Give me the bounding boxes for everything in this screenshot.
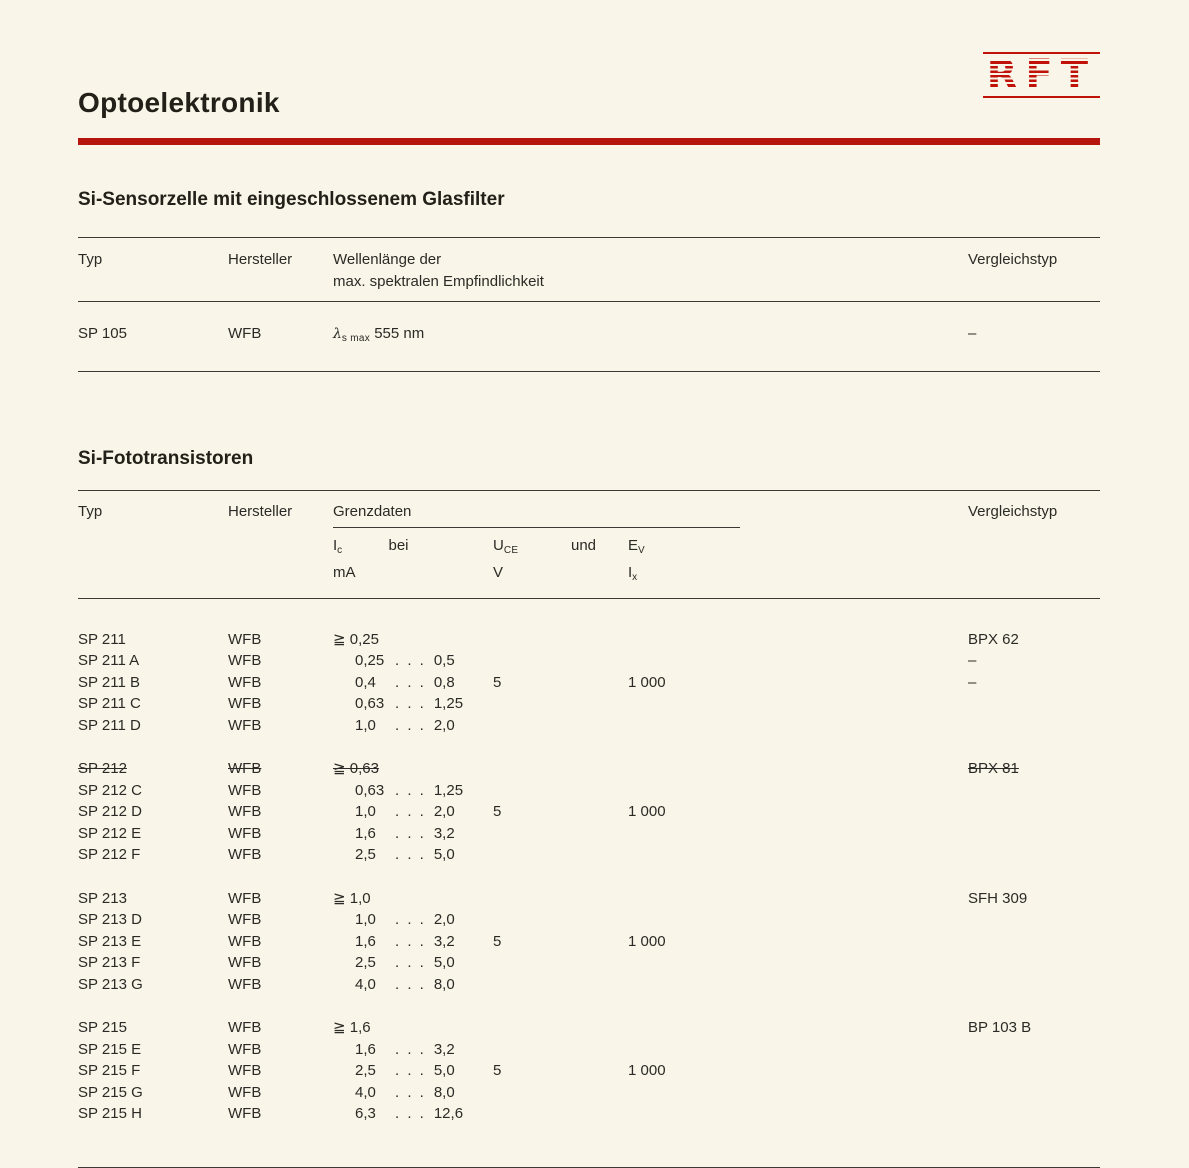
cell-hersteller: WFB — [228, 954, 262, 971]
cell-ev: 1 000 — [628, 932, 666, 950]
cell-wellenlaenge — [333, 325, 968, 344]
range-dots: . . . — [395, 1040, 426, 1058]
cell-hersteller: WFB — [228, 932, 262, 950]
ic-min: 4,0 — [355, 975, 376, 993]
ic-max: 5,0 — [433, 954, 455, 971]
cell-hersteller: WFB — [228, 760, 262, 777]
cell-ic — [333, 715, 493, 737]
cell-uce — [493, 974, 571, 996]
table-row — [78, 801, 1100, 823]
table2-body — [78, 629, 1100, 1125]
cell-uce: 5 — [493, 673, 502, 691]
ev-subscript: V — [638, 544, 645, 556]
cell-uce — [493, 1017, 571, 1039]
cell-uce — [493, 650, 571, 672]
table2-subheader-row2 — [78, 562, 1100, 589]
cell-ev — [628, 629, 788, 651]
cell-filler — [788, 1060, 968, 1082]
table2-subheader-row1 — [78, 528, 1100, 562]
cell-uce — [493, 823, 571, 845]
cell-uce — [493, 888, 571, 910]
cell-ic — [333, 693, 493, 715]
cell-vergleichstyp — [968, 693, 1100, 715]
ic-max: 5,0 — [433, 846, 455, 863]
col-header-grenzdaten: Grenzdaten — [333, 502, 412, 520]
table-row — [78, 844, 1100, 866]
table-row — [78, 909, 1100, 931]
table-row — [78, 758, 1100, 780]
table-row — [78, 629, 1100, 651]
cell-ev — [628, 1017, 788, 1039]
cell-ev — [628, 758, 788, 780]
ic-symbol: I — [333, 536, 338, 554]
uce-subscript: CE — [503, 544, 519, 556]
cell-typ: SP 211 C — [78, 695, 141, 712]
rft-logo: RFT — [983, 52, 1100, 98]
cell-ic — [333, 1060, 493, 1082]
cell-uce — [493, 1082, 571, 1104]
cell-uce — [493, 780, 571, 802]
cell-filler — [788, 974, 968, 996]
cell-ev — [628, 974, 788, 996]
cell-filler — [788, 715, 968, 737]
ic-max: 3,2 — [433, 1040, 455, 1058]
range-dots: . . . — [395, 716, 426, 734]
cell-filler — [788, 823, 968, 845]
cell-vergleichstyp — [968, 1103, 1100, 1125]
cell-und-spacer — [571, 823, 628, 845]
cell-filler — [788, 801, 968, 823]
cell-ev — [628, 823, 788, 845]
cell-und-spacer — [571, 1060, 628, 1082]
cell-ev: 1 000 — [628, 1062, 666, 1079]
subheader-ix — [628, 562, 788, 589]
ic-max: 1,25 — [433, 781, 464, 799]
ic-min: 0,63 — [355, 695, 385, 712]
cell-ic — [333, 1039, 493, 1061]
col-header-typ: Typ — [78, 502, 103, 520]
table-row — [78, 672, 1100, 694]
cell-ic — [333, 1103, 493, 1125]
subheader-spacer — [571, 562, 628, 589]
cell-vergleichstyp — [968, 801, 1100, 823]
cell-vergleichstyp: – — [968, 652, 977, 669]
cell-und-spacer — [571, 888, 628, 910]
cell-filler — [788, 1082, 968, 1104]
table-row — [78, 650, 1100, 672]
table-row — [78, 1082, 1100, 1104]
ix-subscript: x — [632, 571, 638, 583]
cell-vergleichstyp — [968, 952, 1100, 974]
ic-min: 2,5 — [355, 1062, 376, 1079]
cell-typ: SP 213 — [78, 889, 127, 907]
cell-hersteller: WFB — [228, 652, 262, 669]
cell-vergleichstyp — [968, 844, 1100, 866]
ic-min: 1,6 — [355, 824, 376, 842]
cell-hersteller: WFB — [228, 781, 262, 799]
cell-vergleichstyp — [968, 931, 1100, 953]
cell-ev — [628, 1082, 788, 1104]
cell-uce — [493, 952, 571, 974]
cell-hersteller: WFB — [228, 846, 262, 863]
cell-typ: SP 215 — [78, 1019, 127, 1036]
table-row — [78, 302, 1100, 371]
cell-uce — [493, 693, 571, 715]
cell-uce — [493, 715, 571, 737]
v-unit: V — [493, 563, 504, 581]
cell-filler — [788, 1017, 968, 1039]
ic-min: 2,5 — [355, 846, 376, 863]
cell-und-spacer — [571, 715, 628, 737]
cell-vergleichstyp — [968, 909, 1100, 931]
table-row — [78, 715, 1100, 737]
cell-hersteller: WFB — [228, 1019, 262, 1036]
range-dots: . . . — [395, 1062, 426, 1079]
table2-header-rule — [78, 598, 1100, 599]
range-dots: . . . — [395, 695, 426, 712]
cell-ev — [628, 693, 788, 715]
table1-header-row — [78, 238, 1100, 293]
und-label: und — [571, 536, 597, 554]
range-dots: . . . — [395, 652, 426, 669]
ic-min: 0,4 — [355, 673, 376, 691]
subheader-spacer — [968, 562, 1100, 589]
cell-ev: 1 000 — [628, 803, 666, 820]
subheader-spacer — [228, 562, 333, 589]
subheader-spacer — [788, 562, 968, 589]
table-row — [78, 1103, 1100, 1125]
cell-und-spacer — [571, 931, 628, 953]
cell-vergleichstyp: SFH 309 — [968, 889, 1028, 907]
cell-ic — [333, 952, 493, 974]
cell-filler — [788, 650, 968, 672]
cell-hersteller: WFB — [228, 1083, 262, 1101]
range-dots: . . . — [395, 803, 426, 820]
table-row — [78, 974, 1100, 996]
cell-ev: 1 000 — [628, 673, 666, 691]
cell-vergleichstyp: BPX 81 — [968, 760, 1019, 777]
cell-typ: SP 212 — [78, 760, 127, 777]
cell-filler — [788, 931, 968, 953]
ic-min: 4,0 — [355, 1083, 376, 1101]
table1-bottom-rule — [78, 371, 1100, 372]
cell-uce — [493, 1103, 571, 1125]
ic-max: 3,2 — [433, 932, 455, 950]
subheader-spacer — [228, 535, 333, 562]
section2-heading: Si-Fototransistoren — [78, 447, 254, 469]
cell-ic — [333, 801, 493, 823]
cell-und-spacer — [571, 952, 628, 974]
cell-und-spacer — [571, 1017, 628, 1039]
range-dots: . . . — [395, 781, 426, 799]
cell-typ: SP 215 H — [78, 1105, 142, 1122]
table-row — [78, 931, 1100, 953]
row-group — [78, 888, 1100, 996]
cell-vergleichstyp: BPX 62 — [968, 630, 1019, 648]
cell-uce — [493, 1039, 571, 1061]
cell-uce: 5 — [493, 932, 502, 950]
cell-vergleichstyp — [968, 715, 1100, 737]
ic-max: 2,0 — [433, 911, 455, 928]
col-header-typ: Typ — [78, 250, 103, 268]
ic-min: 6,3 — [355, 1105, 376, 1122]
cell-typ: SP 211 — [78, 630, 126, 648]
cell-filler — [788, 909, 968, 931]
section1-heading: Si-Sensorzelle mit eingeschlossenem Glasfilter — [78, 188, 505, 210]
cell-ic: ≧ 0,25 — [333, 630, 379, 648]
cell-hersteller: WFB — [228, 975, 262, 993]
ic-max: 2,0 — [433, 716, 455, 734]
ic-min: 0,63 — [355, 781, 385, 799]
range-dots: . . . — [395, 975, 426, 993]
cell-und-spacer — [571, 758, 628, 780]
cell-ic — [333, 823, 493, 845]
cell-filler — [788, 629, 968, 651]
cell-und-spacer — [571, 844, 628, 866]
cell-und-spacer — [571, 801, 628, 823]
cell-typ: SP 105 — [78, 324, 127, 342]
cell-ev — [628, 952, 788, 974]
red-divider-bar — [78, 138, 1100, 145]
ic-min: 2,5 — [355, 954, 376, 971]
cell-vergleichstyp: – — [968, 324, 977, 342]
cell-typ: SP 213 E — [78, 932, 142, 950]
range-dots: . . . — [395, 824, 426, 842]
cell-ic — [333, 909, 493, 931]
cell-filler — [788, 952, 968, 974]
table-row — [78, 888, 1100, 910]
cell-uce: 5 — [493, 1062, 502, 1079]
subheader-spacer — [78, 535, 228, 562]
cell-vergleichstyp — [968, 1082, 1100, 1104]
col-header-vergleichstyp: Vergleichstyp — [968, 502, 1058, 520]
ma-unit: mA — [333, 563, 356, 581]
table-row — [78, 952, 1100, 974]
header-spacer — [893, 502, 968, 522]
col-header-hersteller: Hersteller — [228, 250, 293, 268]
ic-min: 1,0 — [355, 716, 376, 734]
cell-filler — [788, 1103, 968, 1125]
cell-typ: SP 212 D — [78, 803, 142, 820]
table-row — [78, 1060, 1100, 1082]
cell-ic — [333, 650, 493, 672]
cell-hersteller: WFB — [228, 1040, 262, 1058]
cell-und-spacer — [571, 650, 628, 672]
cell-vergleichstyp — [968, 823, 1100, 845]
table2-header-row — [78, 491, 1100, 522]
ic-min: 1,6 — [355, 1040, 376, 1058]
ix-symbol: I — [628, 563, 633, 581]
cell-hersteller: WFB — [228, 324, 262, 342]
cell-typ: SP 211 A — [78, 652, 140, 669]
cell-ev — [628, 650, 788, 672]
range-dots: . . . — [395, 911, 426, 928]
ic-max: 1,25 — [433, 695, 464, 712]
cell-typ: SP 211 B — [78, 673, 140, 691]
cell-und-spacer — [571, 1082, 628, 1104]
cell-hersteller: WFB — [228, 911, 262, 928]
cell-filler — [788, 672, 968, 694]
table-row — [78, 1017, 1100, 1039]
cell-vergleichstyp: – — [968, 673, 977, 691]
cell-vergleichstyp — [968, 1060, 1100, 1082]
cell-und-spacer — [571, 672, 628, 694]
cell-typ: SP 211 D — [78, 716, 141, 734]
cell-ic — [333, 780, 493, 802]
range-dots: . . . — [395, 846, 426, 863]
col-header-vergleichstyp: Vergleichstyp — [968, 250, 1058, 268]
cell-hersteller: WFB — [228, 803, 262, 820]
cell-filler — [788, 758, 968, 780]
table-row — [78, 823, 1100, 845]
ic-max: 5,0 — [433, 1062, 455, 1079]
cell-hersteller: WFB — [228, 1105, 262, 1122]
cell-ic: ≧ 0,63 — [333, 760, 379, 777]
cell-filler — [788, 888, 968, 910]
lambda-subscript: s max — [341, 332, 371, 344]
cell-ev — [628, 1039, 788, 1061]
cell-typ: SP 212 F — [78, 846, 141, 863]
wellenlaenge-line1: Wellenlänge der — [333, 250, 442, 268]
cell-typ: SP 212 E — [78, 824, 142, 842]
table-row — [78, 780, 1100, 802]
cell-ic — [333, 672, 493, 694]
ic-min: 0,25 — [355, 652, 385, 669]
cell-typ: SP 212 C — [78, 781, 142, 799]
cell-ic: ≧ 1,6 — [333, 1019, 371, 1036]
cell-uce — [493, 758, 571, 780]
cell-ic — [333, 1082, 493, 1104]
ic-max: 8,0 — [433, 975, 455, 993]
cell-und-spacer — [571, 1039, 628, 1061]
ic-max: 0,5 — [433, 652, 455, 669]
page-title: Optoelektronik — [78, 86, 280, 118]
cell-typ: SP 215 F — [78, 1062, 141, 1079]
cell-ev — [628, 1103, 788, 1125]
subheader-spacer — [788, 535, 968, 562]
subheader-uce — [493, 535, 571, 562]
cell-ev — [628, 909, 788, 931]
page-bottom-rule — [78, 1167, 1100, 1168]
ic-max: 8,0 — [433, 1083, 455, 1101]
ic-max: 0,8 — [433, 673, 455, 691]
cell-hersteller: WFB — [228, 716, 262, 734]
cell-uce — [493, 909, 571, 931]
cell-typ: SP 213 G — [78, 975, 143, 993]
cell-ic — [333, 931, 493, 953]
cell-ev — [628, 888, 788, 910]
cell-und-spacer — [571, 909, 628, 931]
cell-hersteller: WFB — [228, 695, 262, 712]
ic-subscript: c — [337, 544, 343, 556]
cell-und-spacer — [571, 629, 628, 651]
cell-ic — [333, 844, 493, 866]
cell-vergleichstyp — [968, 1039, 1100, 1061]
cell-und-spacer — [571, 780, 628, 802]
range-dots: . . . — [395, 673, 426, 691]
row-group — [78, 758, 1100, 866]
cell-typ: SP 215 G — [78, 1083, 143, 1101]
subheader-ic-bei — [333, 535, 493, 562]
cell-filler — [788, 693, 968, 715]
col-header-hersteller: Hersteller — [228, 502, 293, 520]
cell-und-spacer — [571, 693, 628, 715]
lambda-symbol: λ — [333, 325, 342, 342]
cell-ic — [333, 974, 493, 996]
wellenlaenge-value: 555 nm — [374, 324, 425, 342]
ic-max: 2,0 — [433, 803, 455, 820]
cell-filler — [788, 844, 968, 866]
range-dots: . . . — [395, 932, 426, 950]
ic-min: 1,0 — [355, 803, 376, 820]
cell-filler — [788, 1039, 968, 1061]
cell-hersteller: WFB — [228, 889, 262, 907]
table-row — [78, 693, 1100, 715]
cell-ev — [628, 715, 788, 737]
cell-und-spacer — [571, 974, 628, 996]
cell-hersteller: WFB — [228, 824, 262, 842]
cell-typ: SP 215 E — [78, 1040, 142, 1058]
cell-ev — [628, 844, 788, 866]
range-dots: . . . — [395, 1083, 426, 1101]
table-row — [78, 1039, 1100, 1061]
row-group — [78, 1017, 1100, 1125]
cell-hersteller: WFB — [228, 1062, 262, 1079]
cell-und-spacer — [571, 1103, 628, 1125]
cell-typ: SP 213 D — [78, 911, 142, 928]
cell-uce — [493, 844, 571, 866]
cell-ev — [628, 780, 788, 802]
bei-label: bei — [388, 536, 409, 554]
cell-hersteller: WFB — [228, 630, 262, 648]
cell-hersteller: WFB — [228, 673, 262, 691]
range-dots: . . . — [395, 1105, 426, 1122]
subheader-spacer — [968, 535, 1100, 562]
cell-uce: 5 — [493, 803, 502, 820]
ic-max: 12,6 — [433, 1105, 464, 1122]
wellenlaenge-line2: max. spektralen Empfindlichkeit — [333, 272, 544, 290]
uce-symbol: U — [493, 536, 504, 554]
ic-min: 1,6 — [355, 932, 376, 950]
cell-ic: ≧ 1,0 — [333, 889, 371, 907]
cell-filler — [788, 780, 968, 802]
range-dots: . . . — [395, 954, 426, 971]
ic-min: 1,0 — [355, 911, 376, 928]
col-header-wellenlaenge — [333, 249, 968, 293]
cell-vergleichstyp — [968, 780, 1100, 802]
row-group — [78, 629, 1100, 737]
cell-uce — [493, 629, 571, 651]
cell-typ: SP 213 F — [78, 954, 141, 971]
ic-max: 3,2 — [433, 824, 455, 842]
cell-vergleichstyp: BP 103 B — [968, 1019, 1032, 1036]
subheader-ev — [628, 535, 788, 562]
ev-symbol: E — [628, 536, 639, 554]
subheader-spacer — [78, 562, 228, 589]
cell-vergleichstyp — [968, 974, 1100, 996]
